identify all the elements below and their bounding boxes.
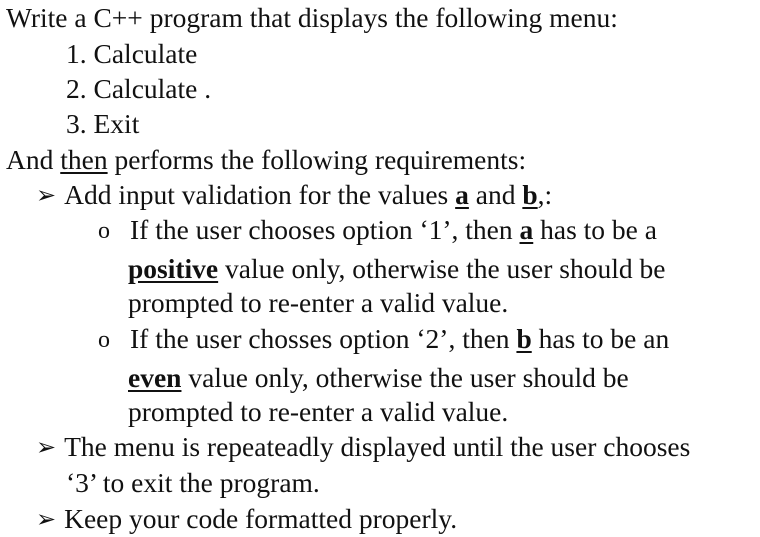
requirement-2-line-2: ‘3’ to exit the program. — [66, 467, 320, 498]
then-underlined: then — [60, 144, 108, 175]
menu-item-3: 3. Exit — [66, 108, 140, 139]
then-line: And then performs the following requirements: — [6, 144, 527, 175]
option-1-line-3: prompted to re-enter a valid value. — [128, 287, 509, 318]
option-2-line-3: prompted to re-enter a valid value. — [128, 396, 509, 427]
arrow-bullet-icon: ➢ — [36, 183, 57, 209]
circle-bullet-icon: o — [98, 327, 110, 353]
var-b: b — [522, 179, 538, 210]
var-a: a — [455, 179, 469, 210]
option-2-line-2: even value only, otherwise the user should be — [128, 362, 629, 393]
var-a: a — [519, 214, 534, 245]
arrow-bullet-icon: ➢ — [36, 435, 57, 461]
circle-bullet-icon: o — [98, 218, 110, 244]
intro-text: Write a C++ program that displays the following menu: — [6, 2, 618, 33]
requirement-3: ➢ Keep your code formatted properly. — [36, 503, 458, 534]
menu-item-1: 1. Calculate — [66, 38, 198, 69]
requirement-1: ➢ Add input validation for the values a and b,: — [36, 179, 553, 210]
var-b: b — [516, 323, 532, 354]
option-1-line-1: o If the user chooses option ‘1’, then a has to be a — [98, 214, 657, 245]
menu-item-2: 2. Calculate . — [66, 73, 212, 104]
option-2-line-1: o If the user chosses option ‘2’, then b has to be an — [98, 323, 670, 354]
requirement-2-line-1: ➢ The menu is repeateadly displayed until the user chooses — [36, 431, 691, 462]
option-1-line-2: positive value only, otherwise the user should be — [128, 253, 666, 284]
even-keyword: even — [128, 362, 182, 393]
positive-keyword: positive — [128, 253, 219, 284]
arrow-bullet-icon: ➢ — [36, 507, 57, 533]
